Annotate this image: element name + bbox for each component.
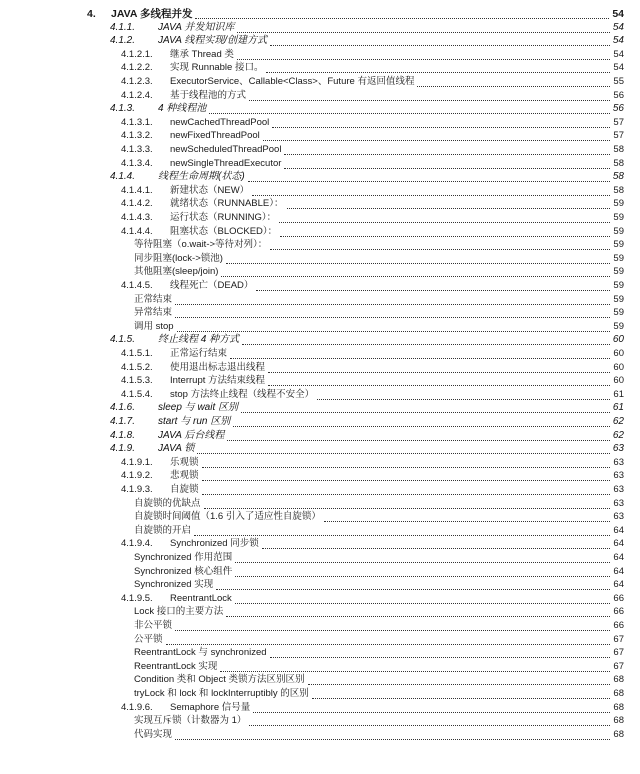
toc-entry-title: 公平锁 [134, 633, 163, 645]
toc-entry[interactable] [134, 265, 624, 279]
toc-entry[interactable] [121, 197, 624, 211]
toc-entry-number: 4.1.5.2. [121, 361, 153, 373]
toc-entry-title: start 与 run 区别 [158, 416, 231, 427]
toc-entry-title: 使用退出标志退出线程 [170, 361, 266, 373]
toc-entry[interactable] [134, 687, 624, 701]
toc-entry[interactable] [121, 592, 624, 606]
toc-entry-title: ReentrantLock 与 synchronized [134, 647, 267, 659]
toc-entry-page-number: 66 [613, 620, 624, 631]
toc-entry-page-number: 62 [612, 429, 624, 441]
toc-entry-number: 4.1.9.6. [121, 701, 153, 713]
toc-entry-page-number: 63 [613, 511, 624, 523]
toc-entry-page-number: 61 [612, 402, 624, 414]
toc-entry-page-number: 59 [613, 212, 624, 223]
toc-leader-dots [177, 320, 610, 332]
toc-leader-dots [252, 184, 610, 196]
toc-entry[interactable] [110, 429, 624, 443]
toc-leader-dots [266, 61, 610, 73]
toc-entry-number: 4.1.3. [110, 103, 136, 115]
toc-entry[interactable] [110, 333, 624, 347]
toc-leader-dots [312, 687, 610, 699]
toc-leader-dots [235, 592, 610, 604]
toc-entry[interactable] [134, 660, 624, 674]
toc-entry[interactable] [134, 565, 624, 579]
toc-entry[interactable] [110, 102, 624, 116]
toc-entry-title: 新建状态（NEW） [170, 184, 250, 196]
toc-entry-number: 4.1.3.3. [121, 144, 153, 155]
toc-leader-dots [272, 116, 610, 128]
toc-entry[interactable] [121, 347, 624, 361]
toc-entry-title: newCachedThreadPool [170, 116, 270, 128]
toc-entry[interactable] [134, 252, 624, 266]
toc-entry-title: 非公平锁 [134, 620, 173, 631]
toc-entry-title: 正常结束 [134, 293, 173, 305]
toc-entry[interactable] [134, 306, 624, 320]
toc-leader-dots [220, 660, 610, 672]
toc-entry-page-number: 59 [613, 293, 624, 305]
toc-entry-title: JAVA 后台线程 [158, 429, 225, 441]
toc-entry-page-number: 58 [613, 184, 624, 196]
toc-entry[interactable] [134, 497, 624, 511]
toc-leader-dots [253, 701, 610, 713]
toc-entry-page-number: 68 [613, 688, 624, 699]
toc-entry-number: 4.1.6. [110, 402, 136, 414]
toc-entry-title: 基于线程池的方式 [170, 89, 247, 101]
toc-entry-page-number: 59 [613, 307, 624, 319]
toc-entry[interactable] [134, 510, 624, 524]
toc-entry-number: 4.1.4.5. [121, 280, 153, 291]
toc-entry[interactable] [110, 21, 624, 35]
toc-leader-dots [202, 469, 610, 481]
toc-entry-page-number: 57 [613, 116, 624, 128]
toc-leader-dots [284, 157, 610, 169]
toc-leader-dots [270, 238, 610, 250]
toc-entry[interactable] [121, 116, 624, 130]
toc-entry-title: 线程生命周期(状态) [158, 171, 245, 183]
toc-entry-number: 4.1.9.3. [121, 484, 153, 495]
toc-leader-dots [197, 442, 610, 454]
toc-leader-dots [235, 565, 610, 577]
toc-entry-title: Synchronized 作用范围 [134, 552, 233, 563]
toc-entry-title: Interrupt 方法结束线程 [170, 375, 266, 387]
toc-entry-title: 4 种线程池 [158, 103, 207, 115]
toc-entry-title: 正常运行结束 [170, 348, 228, 359]
toc-entry-title: 终止线程 4 种方式 [158, 334, 240, 346]
toc-entry-title: JAVA 线程实现/创建方式 [158, 35, 268, 47]
toc-entry[interactable] [121, 61, 624, 75]
toc-entry-title: 代码实现 [134, 728, 173, 740]
toc-entry-page-number: 58 [613, 144, 624, 155]
toc-entry-page-number: 67 [613, 660, 624, 672]
toc-entry[interactable] [121, 225, 624, 239]
toc-entry-page-number: 63 [612, 443, 624, 455]
toc-entry-title: 调用 stop [134, 320, 174, 332]
toc-entry-title: sleep 与 wait 区别 [158, 402, 239, 414]
toc-entry[interactable] [121, 388, 624, 402]
toc-entry-page-number: 63 [613, 484, 624, 495]
toc-entry-title: newSingleThreadExecutor [170, 157, 282, 169]
toc-entry-page-number: 68 [613, 715, 624, 727]
toc-entry-page-number: 58 [613, 157, 624, 169]
toc-entry-title: JAVA 锁 [158, 443, 195, 455]
toc-entry-page-number: 56 [613, 89, 624, 101]
toc-entry-number: 4.1.9. [110, 443, 136, 455]
toc-leader-dots [175, 619, 610, 631]
toc-entry-number: 4.1.2. [110, 35, 136, 47]
toc-leader-dots [279, 211, 610, 223]
toc-entry-title: 就绪状态（RUNNABLE）： [170, 198, 284, 210]
toc-leader-dots [195, 7, 609, 19]
toc-entry[interactable] [121, 483, 624, 497]
toc-entry[interactable] [121, 469, 624, 483]
toc-entry-number: 4.1.4.4. [121, 225, 153, 237]
toc-entry-number: 4.1.3.1. [121, 116, 153, 128]
toc-entry-number: 4.1.9.5. [121, 592, 153, 604]
toc-entry[interactable] [134, 293, 624, 307]
toc-entry-page-number: 57 [613, 130, 624, 142]
toc-leader-dots [230, 347, 610, 359]
toc-entry-title: 线程死亡（DEAD） [170, 280, 254, 291]
toc-entry[interactable] [134, 551, 624, 565]
toc-entry-page-number: 59 [613, 266, 624, 278]
toc-entry-title: 继承 Thread 类 [170, 48, 234, 60]
toc-entry-title: 乐观锁 [170, 456, 199, 468]
toc-entry-title: 实现 Runnable 接口。 [170, 62, 264, 74]
toc-entry-title: newFixedThreadPool [170, 130, 260, 142]
toc-entry-number: 4. [87, 8, 96, 20]
toc-entry[interactable] [134, 619, 624, 633]
toc-entry[interactable] [134, 238, 624, 252]
toc-entry-title: 自旋锁的优缺点 [134, 497, 201, 509]
toc-entry-page-number: 60 [613, 361, 624, 373]
toc-entry[interactable] [121, 157, 624, 171]
toc-entry-number: 4.1.5.4. [121, 388, 153, 400]
toc-entry-title: Semaphore 信号量 [170, 701, 251, 713]
toc-entry-number: 4.1.9.1. [121, 456, 153, 468]
toc-entry-title: ExecutorService、Callable<Class>、Future 有返回值线程 [170, 76, 415, 87]
toc-entry-number: 4.1.4.2. [121, 198, 153, 210]
toc-entry-page-number: 54 [612, 21, 624, 33]
toc-entry-title: 实现互斥锁（计数器为 1） [134, 715, 247, 727]
toc-entry-title: 自旋锁的开启 [134, 524, 192, 536]
toc-entry-title: 等待阻塞（o.wait->等待对列）： [134, 239, 268, 251]
toc-leader-dots [287, 197, 610, 209]
toc-entry[interactable] [121, 129, 624, 143]
toc-entry-page-number: 67 [613, 647, 624, 659]
toc-entry-page-number: 63 [613, 456, 624, 468]
toc-entry[interactable] [121, 537, 624, 551]
toc-entry[interactable] [134, 524, 624, 538]
toc-leader-dots [268, 374, 610, 386]
toc-entry[interactable] [87, 7, 624, 21]
toc-leader-dots [235, 551, 610, 563]
toc-entry[interactable] [134, 728, 624, 742]
toc-leader-dots [237, 48, 610, 60]
toc-entry-number: 4.1.2.3. [121, 76, 153, 87]
toc-entry-title: 自旋锁 [170, 484, 199, 495]
toc-leader-dots [202, 456, 610, 468]
toc-entry-page-number: 66 [613, 606, 624, 618]
toc-leader-dots [166, 633, 610, 645]
toc-entry-title: 异常结束 [134, 307, 173, 319]
toc-entry[interactable] [134, 646, 624, 660]
toc-entry-number: 4.1.5.3. [121, 375, 153, 387]
toc-entry-title: Condition 类和 Object 类锁方法区别区别 [134, 674, 305, 686]
toc-entry-page-number: 58 [612, 171, 624, 183]
toc-leader-dots [242, 333, 610, 345]
toc-entry[interactable] [110, 34, 624, 48]
toc-entry-number: 4.1.4. [110, 171, 136, 183]
toc-entry-page-number: 68 [613, 701, 624, 713]
toc-entry[interactable] [121, 279, 624, 293]
toc-entry[interactable] [121, 361, 624, 375]
toc-entry[interactable] [134, 714, 624, 728]
toc-entry-number: 4.1.9.4. [121, 538, 153, 550]
toc-leader-dots [284, 143, 610, 155]
toc-entry-number: 4.1.2.1. [121, 48, 153, 60]
toc-leader-dots [241, 401, 610, 413]
toc-entry[interactable] [110, 442, 624, 456]
toc-leader-dots [249, 89, 610, 101]
toc-leader-dots [194, 524, 610, 536]
toc-leader-dots [262, 537, 610, 549]
toc-entry-page-number: 59 [613, 225, 624, 237]
toc-entry-page-number: 63 [613, 497, 624, 509]
toc-entry-page-number: 60 [612, 334, 624, 346]
toc-entry-number: 4.1.2.2. [121, 62, 153, 74]
toc-entry-number: 4.1.7. [110, 416, 136, 427]
toc-entry-page-number: 64 [613, 565, 624, 577]
toc-entry-number: 4.1.5. [110, 334, 136, 346]
toc-leader-dots [270, 34, 610, 46]
toc-entry[interactable] [121, 701, 624, 715]
toc-entry-number: 4.1.9.2. [121, 470, 153, 482]
toc-entry-title: Lock 接口的主要方法 [134, 606, 224, 618]
toc-entry-page-number: 64 [613, 552, 624, 563]
toc-leader-dots [249, 714, 610, 726]
toc-leader-dots [216, 578, 610, 590]
toc-leader-dots [227, 429, 610, 441]
toc-leader-dots [202, 483, 610, 495]
toc-entry-title: 同步阻塞(lock->锁池) [134, 252, 223, 264]
toc-entry-title: Synchronized 同步锁 [170, 538, 259, 550]
toc-entry[interactable] [121, 75, 624, 89]
toc-entry-title: JAVA 多线程并发 [111, 8, 193, 20]
toc-entry-page-number: 63 [613, 470, 624, 482]
toc-entry-page-number: 59 [613, 198, 624, 210]
toc-entry-title: stop 方法终止线程（线程不安全） [170, 388, 315, 400]
toc-leader-dots [268, 361, 610, 373]
toc-entry[interactable] [121, 143, 624, 157]
toc-leader-dots [248, 170, 610, 182]
toc-entry-page-number: 60 [613, 348, 624, 359]
toc-entry-number: 4.1.4.1. [121, 184, 153, 196]
toc-leader-dots [417, 75, 610, 87]
toc-entry-number: 4.1.1. [110, 21, 136, 33]
toc-entry-page-number: 60 [613, 375, 624, 387]
toc-entry-number: 4.1.4.3. [121, 212, 153, 223]
toc-entry[interactable] [121, 211, 624, 225]
toc-entry[interactable] [134, 673, 624, 687]
toc-entry-title: 自旋锁时间阈值（1.6 引入了适应性自旋锁） [134, 511, 321, 523]
toc-entry[interactable] [121, 184, 624, 198]
toc-entry-page-number: 67 [613, 633, 624, 645]
toc-leader-dots [280, 225, 610, 237]
toc-entry-page-number: 64 [613, 579, 624, 591]
toc-entry-title: 悲观锁 [170, 470, 199, 482]
toc-entry-number: 4.1.3.4. [121, 157, 153, 169]
toc-entry-page-number: 54 [612, 35, 624, 47]
toc-entry-page-number: 55 [613, 76, 624, 87]
toc-entry[interactable] [121, 48, 624, 62]
toc-leader-dots [226, 252, 610, 264]
toc-leader-dots [233, 415, 610, 427]
toc-entry[interactable] [110, 415, 624, 429]
toc-leader-dots [221, 265, 610, 277]
toc-entry-number: 4.1.5.1. [121, 348, 153, 359]
toc-leader-dots [204, 497, 610, 509]
toc-entry[interactable] [121, 89, 624, 103]
toc-leader-dots [256, 279, 610, 291]
toc-entry-title: newScheduledThreadPool [170, 144, 282, 155]
toc-leader-dots [308, 673, 610, 685]
toc-entry[interactable] [134, 633, 624, 647]
toc-entry[interactable] [110, 401, 624, 415]
toc-entry-page-number: 68 [613, 674, 624, 686]
toc-entry[interactable] [121, 456, 624, 470]
toc-leader-dots [324, 510, 610, 522]
toc-entry-title: ReentrantLock [170, 592, 232, 604]
toc-leader-dots [270, 646, 610, 658]
toc-entry-number: 4.1.3.2. [121, 130, 153, 142]
toc-entry-page-number: 54 [612, 8, 624, 20]
toc-entry-title: ReentrantLock 实现 [134, 660, 218, 672]
toc-leader-dots [226, 605, 610, 617]
toc-entry-page-number: 66 [613, 592, 624, 604]
toc-entry-page-number: 59 [613, 239, 624, 251]
toc-entry[interactable] [134, 320, 624, 334]
toc-entry-title: 其他阻塞(sleep/join) [134, 266, 219, 278]
toc-entry-page-number: 56 [612, 103, 624, 115]
toc-entry-page-number: 64 [613, 524, 624, 536]
toc-entry[interactable] [121, 374, 624, 388]
toc-entry-title: 阻塞状态（BLOCKED）： [170, 225, 278, 237]
toc-leader-dots [175, 728, 610, 740]
toc-entry-page-number: 59 [613, 252, 624, 264]
toc-leader-dots [209, 102, 610, 114]
toc-leader-dots [237, 21, 610, 33]
toc-entry-page-number: 59 [613, 320, 624, 332]
toc-leader-dots [317, 388, 610, 400]
toc-leader-dots [263, 129, 610, 141]
toc-leader-dots [175, 293, 610, 305]
toc-entry-page-number: 54 [613, 62, 624, 74]
toc-entry-page-number: 61 [613, 388, 624, 400]
toc-entry-title: Synchronized 实现 [134, 579, 214, 591]
toc-entry-number: 4.1.2.4. [121, 89, 153, 101]
toc-entry-page-number: 64 [613, 538, 624, 550]
toc-leader-dots [175, 306, 610, 318]
toc-entry-page-number: 68 [613, 728, 624, 740]
toc-entry-title: JAVA 并发知识库 [158, 21, 235, 33]
toc-entry-page-number: 62 [612, 416, 624, 427]
toc-entry[interactable] [134, 605, 624, 619]
toc-entry[interactable] [110, 170, 624, 184]
toc-entry[interactable] [134, 578, 624, 592]
toc-entry-number: 4.1.8. [110, 429, 136, 441]
toc-entry-page-number: 54 [613, 48, 624, 60]
toc-entry-title: tryLock 和 lock 和 lockInterruptibly 的区别 [134, 688, 309, 699]
toc-entry-title: 运行状态（RUNNING）： [170, 212, 277, 223]
toc-entry-page-number: 59 [613, 280, 624, 291]
toc-entry-title: Synchronized 核心组件 [134, 565, 233, 577]
